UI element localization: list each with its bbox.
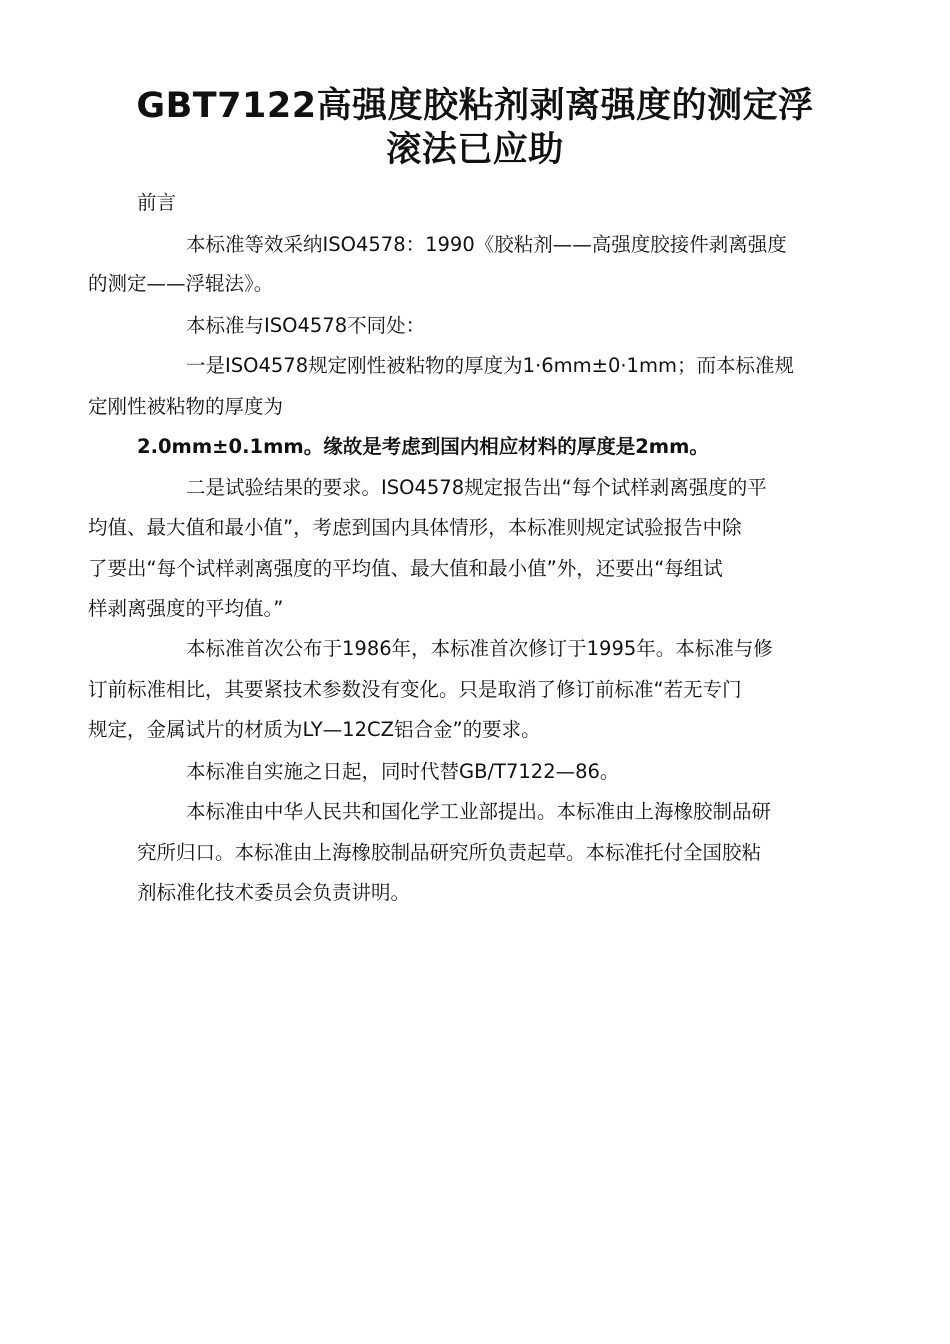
- paragraph-line: 本标准自实施之日起，同时代替GB/T7122—86。: [186, 760, 620, 783]
- paragraph-line: 2.0mm±0.1mm。缘故是考虑到国内相应材料的厚度是2mm。: [137, 435, 709, 458]
- paragraph-line: 一是ISO4578规定刚性被粘物的厚度为1·6mm±0·1mm；而本标准规: [186, 354, 794, 377]
- paragraph-line: 了要出“每个试样剥离强度的平均值、最大值和最小值”外，还要出“每组试: [88, 557, 723, 580]
- paragraph-line: 的测定——浮辊法》。: [88, 272, 274, 295]
- paragraph-line: 究所归口。本标准由上海橡胶制品研究所负责起草。本标准托付全国胶粘: [137, 841, 762, 864]
- paragraph-line: 均值、最大值和最小值”，考虑到国内具体情形，本标准则规定试验报告中除: [88, 516, 742, 539]
- paragraph-line: 规定，金属试片的材质为LY—12CZ铝合金”的要求。: [88, 718, 541, 741]
- paragraph-line: 二是试验结果的要求。ISO4578规定报告出“每个试样剥离强度的平: [186, 476, 767, 499]
- section-heading-preface: 前言: [137, 191, 177, 214]
- document-title-line-2: 滚法已应助: [386, 130, 564, 170]
- document-title-line-1: GBT7122高强度胶粘剂剥离强度的测定浮: [136, 86, 814, 126]
- paragraph-line: 定刚性被粘物的厚度为: [88, 395, 284, 418]
- paragraph-line: 本标准与ISO4578不同处：: [186, 314, 426, 337]
- paragraph-line: 样剥离强度的平均值。”: [88, 597, 284, 620]
- paragraph-line: 本标准等效采纳ISO4578：1990《胶粘剂——高强度胶接件剥离强度: [186, 233, 787, 256]
- paragraph-line: 本标准首次公布于1986年，本标准首次修订于1995年。本标准与修: [186, 637, 773, 660]
- paragraph-line: 订前标准相比，其要紧技术参数没有变化。只是取消了修订前标准“若无专门: [88, 678, 742, 701]
- paragraph-line: 本标准由中华人民共和国化学工业部提出。本标准由上海橡胶制品研: [186, 800, 772, 823]
- paragraph-line: 剂标准化技术委员会负责讲明。: [137, 881, 411, 904]
